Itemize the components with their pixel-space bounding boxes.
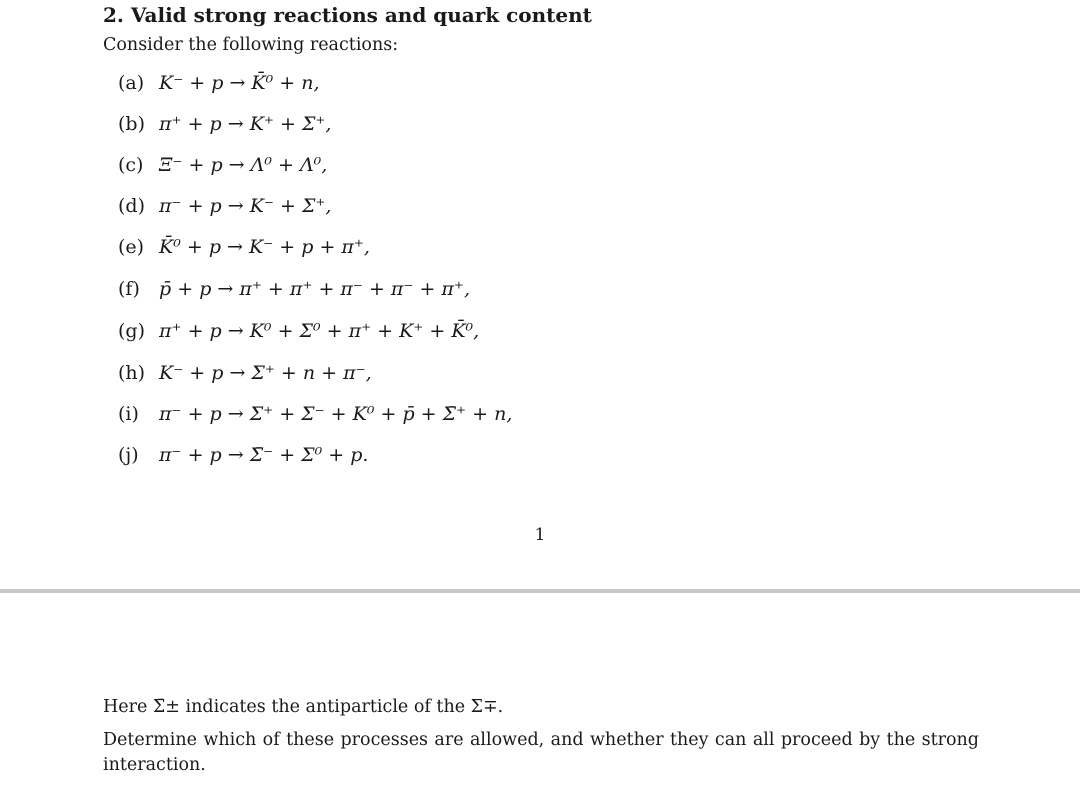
reaction-item [118, 154, 327, 176]
reaction-item [118, 236, 370, 258]
reaction-item [118, 362, 372, 384]
reaction-label: (j) [118, 444, 139, 466]
reaction-label: (i) [118, 403, 139, 425]
reaction-label: (d) [118, 195, 145, 217]
reaction-label: (c) [118, 154, 144, 176]
reaction-equation: Ξ⁻ + p → Λ⁰ + Λ⁰, [159, 154, 328, 176]
reaction-item [118, 72, 320, 94]
reaction-equation: K̄⁰ + p → K⁻ + p + π⁺, [159, 236, 370, 258]
reaction-equation: p̄ + p → π⁺ + π⁺ + π⁻ + π⁻ + π⁺, [159, 278, 470, 300]
reaction-label: (h) [118, 362, 146, 384]
reaction-label: (a) [118, 72, 145, 94]
reaction-item [118, 278, 470, 300]
reaction-equation: π⁻ + p → Σ⁺ + Σ⁻ + K⁰ + p̄ + Σ̄⁺ + n, [159, 403, 513, 425]
reaction-label: (g) [118, 320, 145, 342]
reaction-equation: K⁻ + p → K̄⁰ + n, [159, 72, 320, 94]
page-number: 1 [534, 525, 546, 545]
intro-text: Consider the following reactions: [103, 35, 399, 55]
reaction-item [118, 195, 331, 217]
reaction-equation: π⁻ + p → K⁻ + Σ⁺, [159, 195, 332, 217]
reaction-equation: K⁻ + p → Σ⁺ + n + π⁻, [159, 362, 372, 384]
reaction-label: (b) [118, 113, 145, 135]
document-page-2 [0, 593, 1080, 794]
antiparticle-note: Here Σ̄± indicates the antiparticle of the Σ∓. [103, 697, 504, 717]
reaction-equation: π⁻ + p → Σ̄⁻ + Σ⁰ + p. [159, 444, 369, 466]
reaction-label: (e) [118, 236, 145, 258]
reaction-item [118, 113, 331, 135]
reaction-item [118, 444, 368, 466]
reaction-equation: π⁺ + p → K⁰ + Σ⁰ + π⁺ + K⁺ + K̄⁰, [159, 320, 480, 342]
reaction-label: (f) [118, 278, 140, 300]
reaction-item [118, 403, 512, 425]
reaction-item [118, 320, 479, 342]
question-text: Determine which of these processes are allowed, and whether they can all proceed by the strong interaction. [103, 730, 979, 775]
reaction-equation: π⁺ + p → K⁺ + Σ⁺, [159, 113, 332, 135]
section-heading: 2. Valid strong reactions and quark content [103, 3, 592, 27]
